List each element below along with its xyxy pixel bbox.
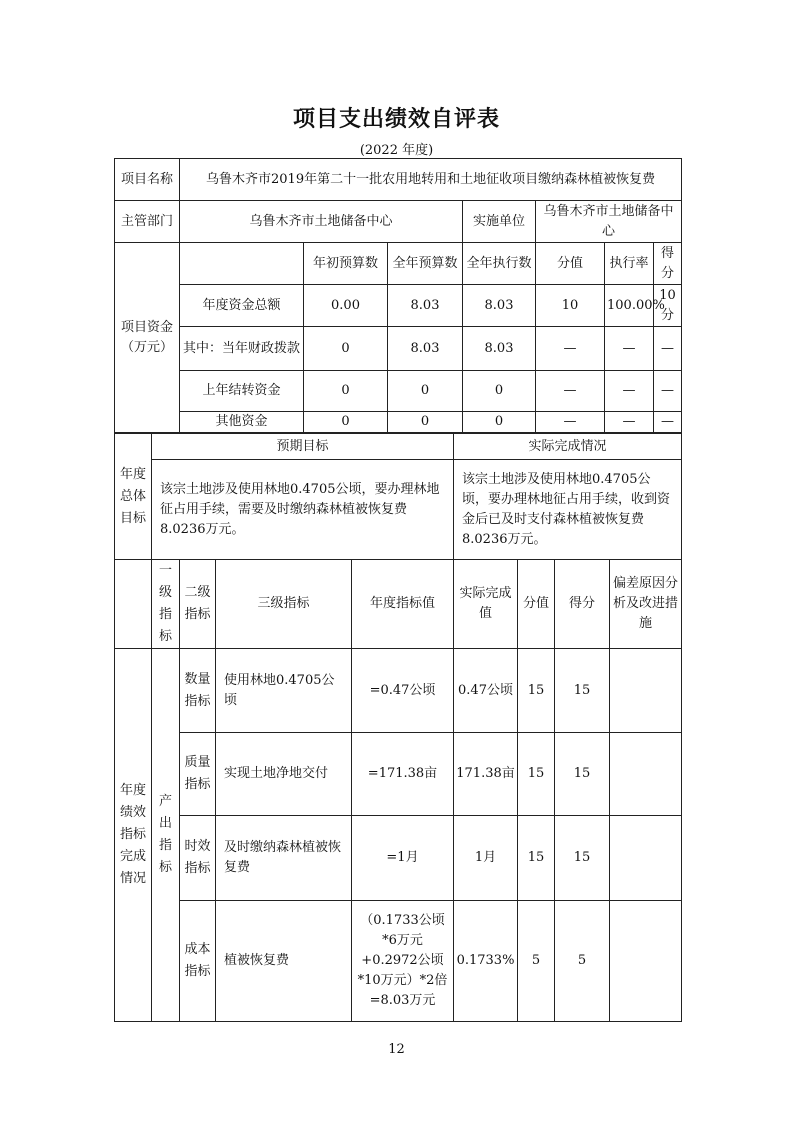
target-value: （0.1733公顷*6万元+0.2972公顷*10万元）*2倍=8.03万元 <box>352 901 454 1022</box>
level2-value: 成本指标 <box>180 901 216 1022</box>
funds-cell: 0 <box>304 412 388 433</box>
note-value <box>610 816 682 901</box>
funds-cell: — <box>654 327 682 371</box>
funds-cell: 0.00 <box>304 285 388 327</box>
funds-row-label: 其他资金 <box>180 412 304 433</box>
funds-cell: — <box>605 327 654 371</box>
target-value: =171.38亩 <box>352 733 454 816</box>
funds-row <box>115 371 682 412</box>
funds-cell: 0 <box>304 371 388 412</box>
header-blank <box>115 560 152 649</box>
funds-cell: 0 <box>388 371 463 412</box>
funds-cell: 10分 <box>654 285 682 327</box>
funds-header: 执行率 <box>605 243 654 285</box>
funds-cell: 8.03 <box>463 327 536 371</box>
dept-label: 主管部门 <box>115 201 180 243</box>
admin-row <box>115 201 682 243</box>
target-header: 年度指标值 <box>352 560 454 649</box>
note-value <box>610 649 682 733</box>
indicators-table <box>114 559 682 1022</box>
score-header: 得分 <box>555 560 610 649</box>
funds-row <box>115 285 682 327</box>
level3-header: 三级指标 <box>216 560 352 649</box>
page-number: 12 <box>388 1042 405 1057</box>
funds-cell: 0 <box>463 412 536 433</box>
funds-header: 得分 <box>654 243 682 285</box>
level3-value: 实现土地净地交付 <box>216 733 352 816</box>
note-value <box>610 733 682 816</box>
level3-value: 使用林地0.4705公顷 <box>216 649 352 733</box>
funds-header: 年初预算数 <box>304 243 388 285</box>
actual-header: 实际完成情况 <box>454 434 682 460</box>
report-year: (2022 年度) <box>359 143 434 158</box>
funds-header: 全年执行数 <box>463 243 536 285</box>
goals-header-row <box>115 434 682 460</box>
level3-value: 及时缴纳森林植被恢复费 <box>216 816 352 901</box>
project-name-row <box>115 159 682 201</box>
indicator-row <box>115 901 682 1022</box>
actual-value: 0.47公顷 <box>454 649 518 733</box>
goals-label: 年度总体目标 <box>115 434 152 560</box>
project-funds-table <box>114 158 682 433</box>
target-value: =0.47公顷 <box>352 649 454 733</box>
funds-cell: 8.03 <box>388 327 463 371</box>
funds-cell: 0 <box>463 371 536 412</box>
funds-header-blank <box>180 243 304 285</box>
note-value <box>610 901 682 1022</box>
actual-value: 171.38亩 <box>454 733 518 816</box>
funds-cell: 0 <box>304 327 388 371</box>
funds-cell: — <box>536 371 605 412</box>
goals-content-row <box>115 460 682 560</box>
indicator-row <box>115 733 682 816</box>
funds-header-row <box>115 243 682 285</box>
funds-cell: — <box>654 371 682 412</box>
funds-cell: — <box>536 412 605 433</box>
funds-row-label: 年度资金总额 <box>180 285 304 327</box>
actual-value: 1月 <box>454 816 518 901</box>
expected-goal-text: 该宗土地涉及使用林地0.4705公顷，要办理林地征占用手续，需要及时缴纳森林植被恢复费8.0236万元。 <box>152 460 454 560</box>
level2-value: 数量指标 <box>180 649 216 733</box>
funds-cell: — <box>605 412 654 433</box>
actual-value: 0.1733% <box>454 901 518 1022</box>
indicator-row <box>115 816 682 901</box>
funds-header: 全年预算数 <box>388 243 463 285</box>
dept-value: 乌鲁木齐市土地储备中心 <box>180 201 463 243</box>
funds-cell: 100.00% <box>605 285 654 327</box>
indicator-row <box>115 649 682 733</box>
weight-value: 15 <box>518 816 555 901</box>
level2-value: 时效指标 <box>180 816 216 901</box>
funds-row <box>115 327 682 371</box>
score-value: 5 <box>555 901 610 1022</box>
funds-cell: — <box>654 412 682 433</box>
expected-header: 预期目标 <box>152 434 454 460</box>
level2-value: 质量指标 <box>180 733 216 816</box>
indicators-header-row <box>115 560 682 649</box>
weight-value: 15 <box>518 733 555 816</box>
funds-row <box>115 412 682 433</box>
actual-goal-text: 该宗土地涉及使用林地0.4705公顷，要办理林地征占用手续，收到资金后已及时支付森林植被恢复费8.0236万元。 <box>454 460 682 560</box>
weight-header: 分值 <box>518 560 555 649</box>
funds-row-label: 其中：当年财政拨款 <box>180 327 304 371</box>
level1-value: 产出指标 <box>152 649 180 1022</box>
note-header: 偏差原因分析及改进措施 <box>610 560 682 649</box>
funds-cell: — <box>536 327 605 371</box>
funds-cell: 8.03 <box>388 285 463 327</box>
funds-row-label: 上年结转资金 <box>180 371 304 412</box>
score-value: 15 <box>555 733 610 816</box>
level1-header: 一级指标 <box>152 560 180 649</box>
level2-header: 二级指标 <box>180 560 216 649</box>
project-name-value: 乌鲁木齐市2019年第二十一批农用地转用和土地征收项目缴纳森林植被恢复费 <box>180 159 682 201</box>
goals-table <box>114 433 682 560</box>
funds-cell: — <box>605 371 654 412</box>
page-title: 项目支出绩效自评表 <box>292 107 500 132</box>
score-value: 15 <box>555 649 610 733</box>
indicators-section-label: 年度绩效指标完成情况 <box>115 649 152 1022</box>
actual-header: 实际完成值 <box>454 560 518 649</box>
unit-label: 实施单位 <box>463 201 536 243</box>
weight-value: 5 <box>518 901 555 1022</box>
unit-value: 乌鲁木齐市土地储备中心 <box>536 201 682 243</box>
funds-header: 分值 <box>536 243 605 285</box>
funds-label: 项目资金（万元） <box>115 243 180 433</box>
funds-cell: 10 <box>536 285 605 327</box>
weight-value: 15 <box>518 649 555 733</box>
target-value: =1月 <box>352 816 454 901</box>
level3-value: 植被恢复费 <box>216 901 352 1022</box>
project-name-label: 项目名称 <box>115 159 180 201</box>
score-value: 15 <box>555 816 610 901</box>
funds-cell: 8.03 <box>463 285 536 327</box>
funds-cell: 0 <box>388 412 463 433</box>
